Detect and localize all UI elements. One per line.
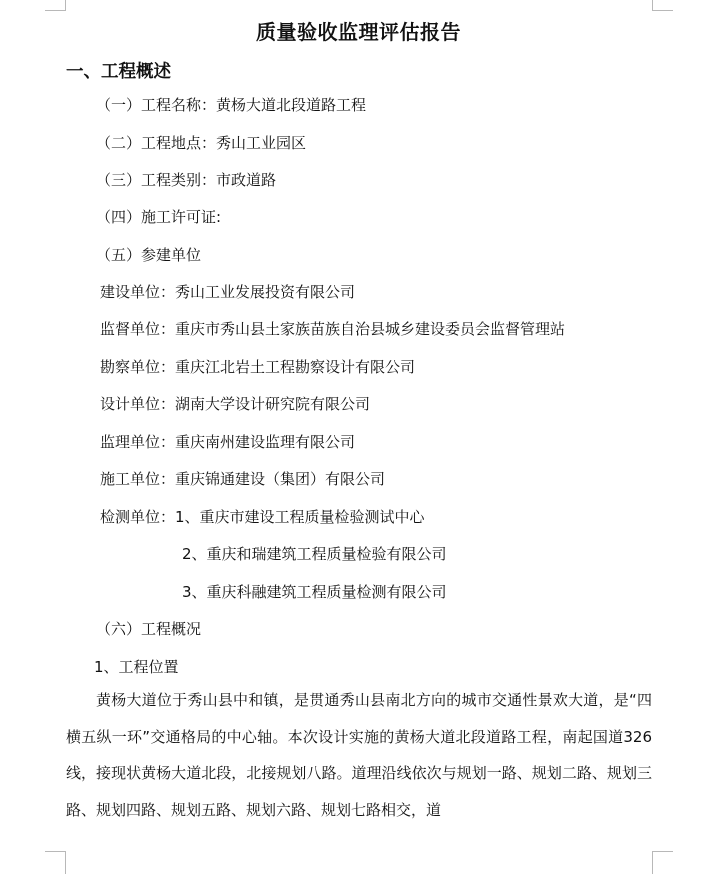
- unit-testing-2: 2、重庆和瑞建筑工程质量检验有限公司: [182, 545, 447, 563]
- unit-testing-3: 3、重庆科融建筑工程质量检测有限公司: [182, 583, 447, 601]
- item-project-category: （三）工程类别：市政道路: [96, 171, 277, 189]
- crop-mark-top-right: [652, 0, 673, 11]
- unit-design: 设计单位：湖南大学设计研究院有限公司: [100, 395, 371, 413]
- unit-survey: 勘察单位：重庆江北岩土工程勘察设计有限公司: [100, 358, 416, 376]
- unit-contractor: 施工单位：重庆锦通建设（集团）有限公司: [100, 470, 386, 488]
- item-project-overview: （六）工程概况: [96, 620, 202, 638]
- unit-supervision-station: 监督单位：重庆市秀山县土家族苗族自治县城乡建设委员会监督管理站: [100, 320, 566, 338]
- crop-mark-top-left: [45, 0, 66, 11]
- item-project-location: （二）工程地点：秀山工业园区: [96, 134, 307, 152]
- unit-supervisor: 监理单位：重庆南州建设监理有限公司: [100, 433, 356, 451]
- crop-mark-bottom-right: [652, 851, 673, 874]
- subheading-project-location: 1、工程位置: [94, 658, 179, 676]
- document-title: 质量验收监理评估报告: [256, 20, 461, 44]
- crop-mark-bottom-left: [45, 851, 66, 874]
- item-participating-units: （五）参建单位: [96, 246, 202, 264]
- item-project-name: （一）工程名称：黄杨大道北段道路工程: [96, 96, 367, 114]
- unit-construction: 建设单位：秀山工业发展投资有限公司: [100, 283, 356, 301]
- section-heading-overview: 一、工程概述: [66, 62, 171, 82]
- unit-testing-1: 检测单位：1、重庆市建设工程质量检验测试中心: [100, 508, 425, 526]
- item-construction-permit: （四）施工许可证:: [96, 208, 222, 226]
- body-paragraph: 黄杨大道位于秀山县中和镇，是贯通秀山县南北方向的城市交通性景欢大道，是“四横五纵一环”交通格局的中心轴。本次设计实施的黄杨大道北段道路工程，南起国道326线，接现状黄杨大道北段，北接规划八路。道理沿线依次与规划一路、规划二路、规划三路、规划四路、规划五路、规划六路、规划七路相交，道: [66, 691, 652, 819]
